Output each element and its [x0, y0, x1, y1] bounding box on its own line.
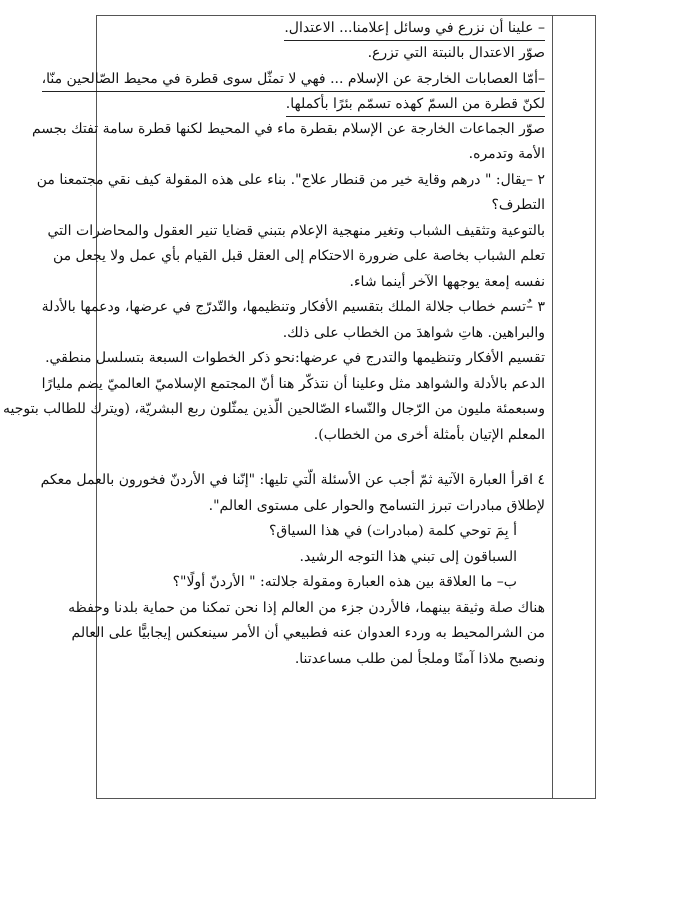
question-3: ٣ –ٌتسم خطاب جلالة الملك بتقسيم الأفكار وتنظيمها، والتّدرّج في عرضها، ودعمها بالأدلة	[41, 299, 545, 315]
text-line: هناك صلة وثيقة بينهما، فالأردن جزء من العالم إذا نحن تمكنا من حماية بلدنا وحفظه	[68, 599, 545, 616]
text-line: صوّر الجماعات الخارجة عن الإسلام بقطرة ماء في المحيط لكنها قطرة سامة تفتك بجسم	[31, 120, 545, 137]
answer-table	[3, 15, 596, 799]
answer-content	[3, 16, 545, 672]
text-line: السباقون إلى تبني هذا التوجه الرشيد.	[299, 548, 517, 565]
text-line: –أمّا العصابات الخارجة عن الإسلام ... فهي لا تمثّل سوى قطرة في محيط الصّالحين منّا،	[113, 67, 545, 92]
column-divider	[552, 16, 553, 798]
text-line: الدعم بالأدلة والشواهد مثل وعلينا أن نتذكّر هنا أنّ المجتمع الإسلاميّ العالميّ يضم مليارًا	[41, 375, 545, 392]
text-line: التطرف؟	[491, 197, 545, 213]
text-line: تقسيم الأفكار وتنظيمها والتدرج في عرضها:نحو ذكر الخطوات السبعة بتسلسل منطقي.	[45, 350, 545, 366]
text-line: – علينا أن نزرع في وسائل إعلامنا... الاعتدال.	[113, 16, 545, 41]
spacer	[113, 448, 545, 468]
text-line: والبراهين. هاتِ شواهدَ من الخطاب على ذلك.	[282, 324, 545, 341]
text-line: نفسه إمعة يوجهها الآخر أينما شاء.	[349, 273, 545, 290]
sub-question-b: ب– ما العلاقة بين هذه العبارة ومقولة جلالته: " الأردنّ أولًا"؟	[172, 574, 517, 590]
text-line: صوّر الاعتدال بالنبتة التي تزرع.	[367, 45, 545, 61]
text-line: لكنّ قطرة من السمّ كهذه تسمّم بئرًا بأكملها.	[113, 92, 545, 117]
text-line: لإطلاق مبادرات تبرز التسامح والحوار على مستوى العالم".	[208, 497, 545, 514]
text-line: المعلم الإتيان بأمثلة أخرى من الخطاب).	[313, 426, 545, 443]
question-2: ٢ –يقال: " درهم وقاية خير من قنطار علاج". بناء على هذه المقولة كيف نقي مجتمعنا من	[36, 171, 545, 188]
text-line: بالتوعية وتثقيف الشباب وتغير منهجية الإعلام بتبني قضايا تنير العقول والمحاضرات التي	[47, 222, 545, 239]
text-line: الأمة وتدمره.	[468, 146, 545, 162]
text-line: من الشرالمحيط به وردء العدوان عنه فطبيعي أن الأمر سينعكس إيجابيًّا على العالم	[71, 625, 545, 641]
text-line: وسبعمئة مليون من الرّجال والنّساء الصّالحين الّذين يمثّلون ربع البشريّة، (ويترك للطالب بتوجيه	[3, 401, 545, 417]
text-line: تعلم الشباب بخاصة على ضرورة الاحتكام إلى العقل قبل القيام بأي عمل ولا يجعل من	[52, 248, 545, 264]
question-4: ٤ اقرأ العبارة الآتية ثمّ أجب عن الأسئلة الّتي تليها: "إنّنا في الأردنّ فخورون بالعمل معكم	[40, 472, 545, 488]
sub-question-a: أ بِمَ توحي كلمة (مبادرات) في هذا السياق؟	[269, 523, 517, 539]
text-line: ونصبح ملاذا آمنًا وملجأ لمن طلب مساعدتنا.	[294, 650, 545, 667]
